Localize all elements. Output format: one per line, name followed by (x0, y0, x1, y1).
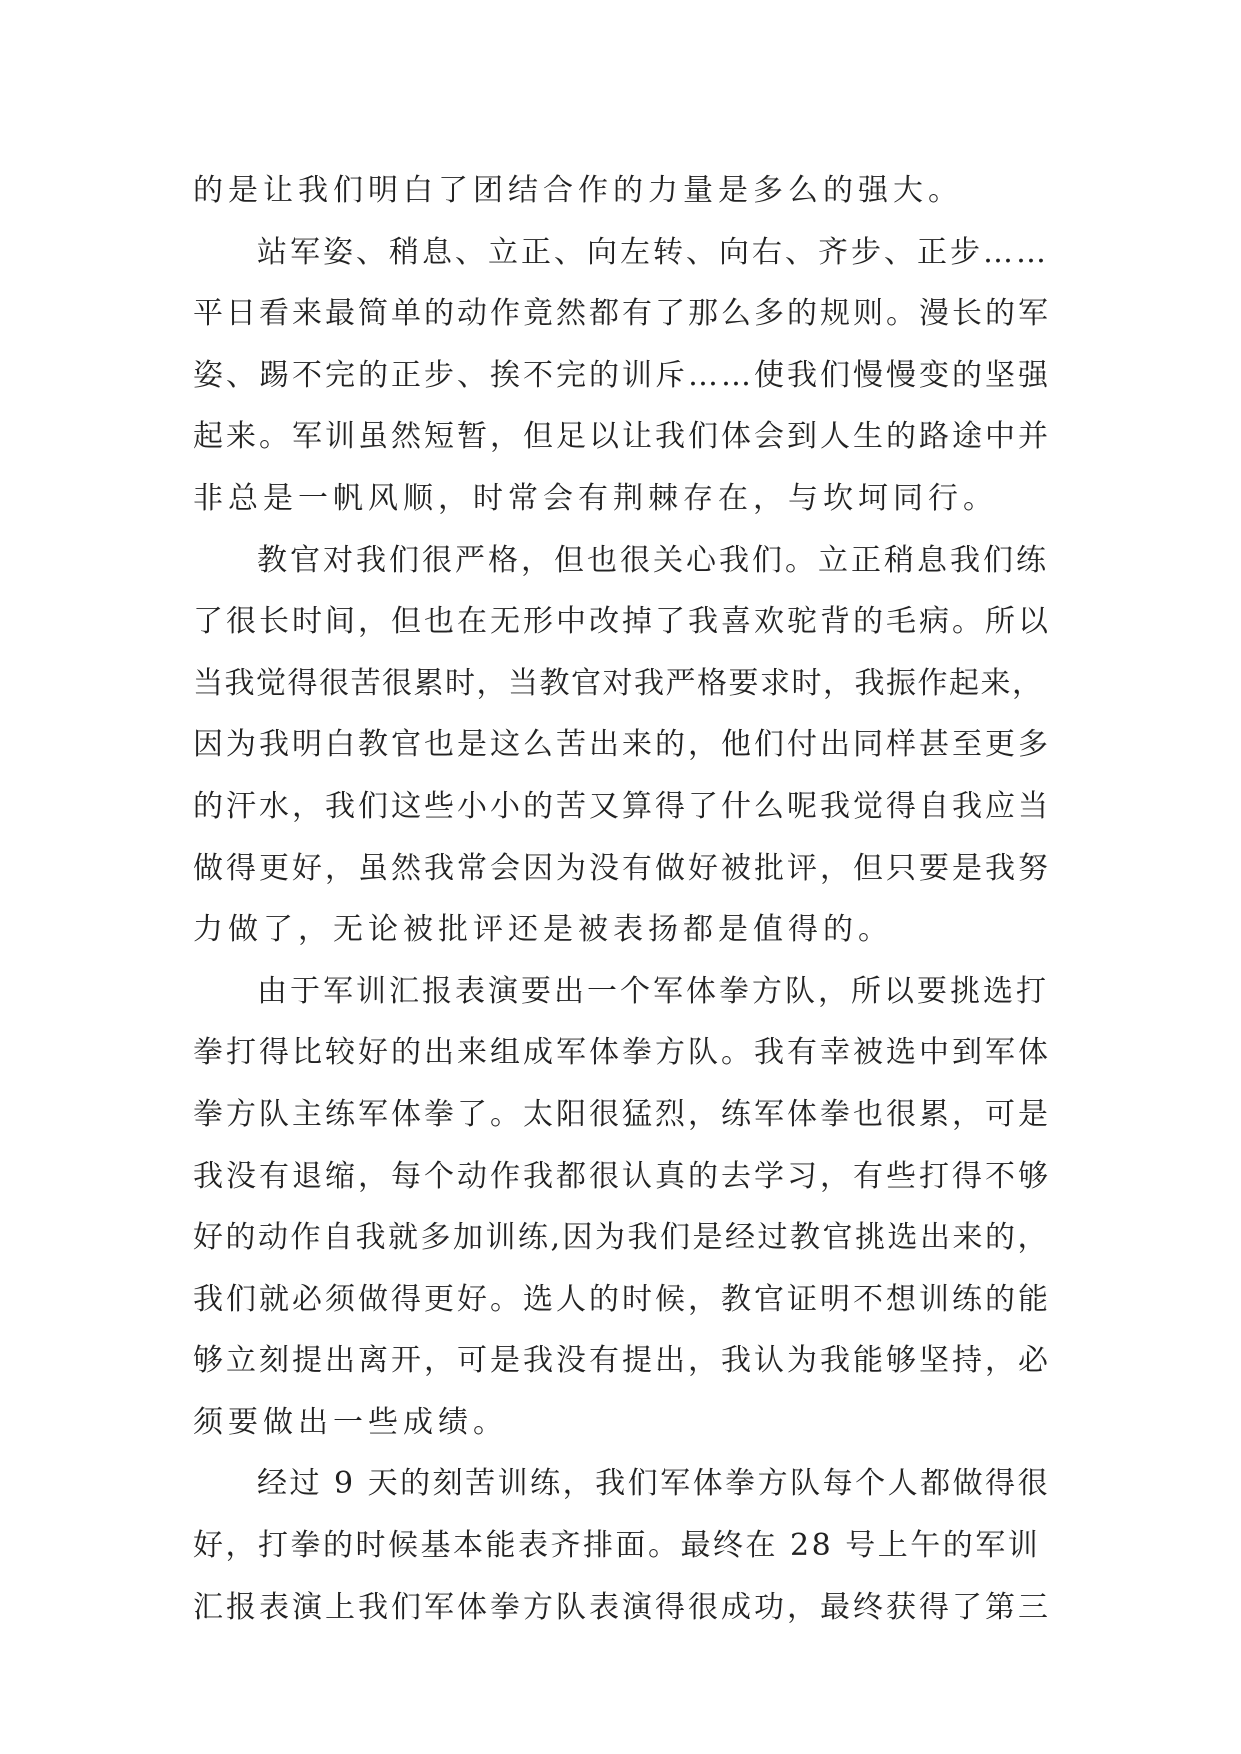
text-line: 我没有退缩，每个动作我都很认真的去学习，有些打得不够 (193, 1158, 1051, 1194)
text-line: 够立刻提出离开，可是我没有提出，我认为我能够坚持，必 (193, 1343, 1051, 1379)
text-line: 非总是一帆风顺，时常会有荆棘存在，与坎坷同行。 (193, 480, 998, 516)
document-body (193, 160, 1053, 1638)
text-line: 好的动作自我就多加训练,因为我们是经过教官挑选出来的， (193, 1220, 1051, 1256)
text-line: 的是让我们明白了团结合作的力量是多么的强大。 (193, 173, 963, 208)
text-line: 起来。军训虽然短暂，但足以让我们体会到人生的路途中并 (193, 419, 1051, 455)
text-line: 经过 9 天的刻苦训练，我们军体拳方队每个人都做得很 (257, 1466, 1051, 1502)
text-line: 的汗水，我们这些小小的苦又算得了什么呢我觉得自我应当 (193, 788, 1051, 824)
text-line: 拳打得比较好的出来组成军体拳方队。我有幸被选中到军体 (193, 1035, 1051, 1071)
text-line: 我们就必须做得更好。选人的时候，教官证明不想训练的能 (193, 1281, 1051, 1317)
text-line: 因为我明白教官也是这么苦出来的，他们付出同样甚至更多 (193, 727, 1051, 763)
text-line: 平日看来最简单的动作竟然都有了那么多的规则。漫长的军 (193, 296, 1051, 332)
text-line: 当我觉得很苦很累时，当教官对我严格要求时，我振作起来， (193, 665, 1044, 701)
text-line: 教官对我们很严格，但也很关心我们。立正稍息我们练 (257, 542, 1049, 578)
text-line: 力做了，无论被批评还是被表扬都是值得的。 (193, 912, 893, 948)
text-line: 由于军训汇报表演要出一个军体拳方队，所以要挑选打 (257, 973, 1049, 1009)
text-line: 了很长时间，但也在无形中改掉了我喜欢驼背的毛病。所以 (193, 604, 1051, 640)
text-line: 站军姿、稍息、立正、向左转、向右、齐步、正步…… (257, 234, 1049, 270)
text-line: 汇报表演上我们军体拳方队表演得很成功，最终获得了第三 (193, 1589, 1051, 1625)
text-line: 做得更好，虽然我常会因为没有做好被批评，但只要是我努 (193, 850, 1051, 886)
text-line: 拳方队主练军体拳了。太阳很猛烈，练军体拳也很累，可是 (193, 1096, 1051, 1132)
text-line: 须要做出一些成绩。 (193, 1404, 508, 1440)
text-line: 姿、踢不完的正步、挨不完的训斥……使我们慢慢变的坚强 (193, 357, 1051, 393)
text-line: 好，打拳的时候基本能表齐排面。最终在 28 号上午的军训 (193, 1528, 1041, 1564)
